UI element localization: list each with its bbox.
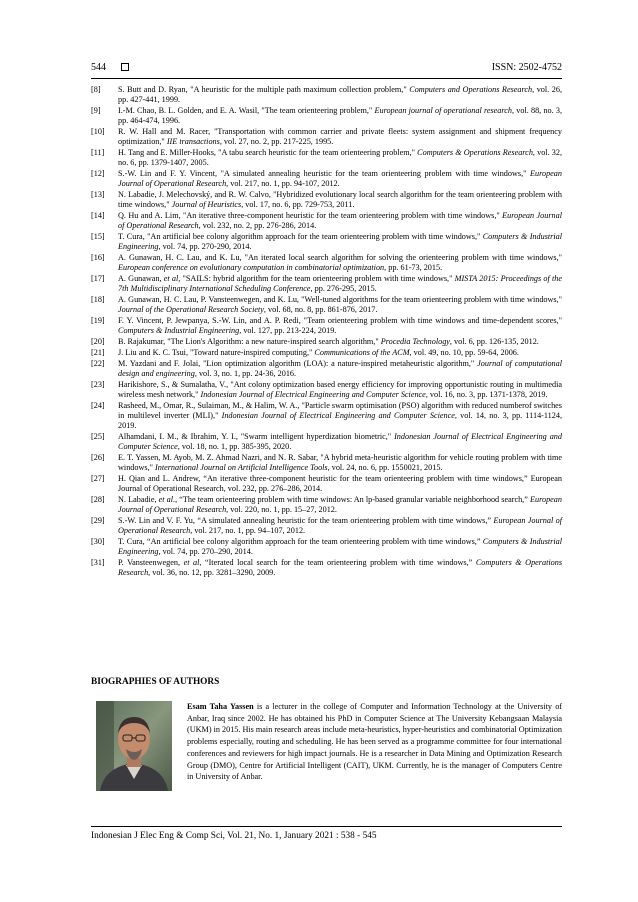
- reference-source: Computers and Operations Research: [409, 85, 533, 94]
- reference-source: IIE transactions: [166, 137, 220, 147]
- reference-item: [91, 558, 562, 578]
- reference-number: [26]: [91, 452, 105, 462]
- reference-text: J. Liu and K. C. Tsui, "Toward nature-inspired computing,": [118, 347, 315, 357]
- reference-text: A. Gunawan, H. C. Lau, P. Vansteenwegen, and K. Lu, "Well-tuned algorithms for the team orienteering problem with time windows,": [118, 295, 562, 304]
- reference-number: [24]: [91, 400, 105, 410]
- square-outline-icon: [121, 63, 129, 71]
- page-number: 544: [91, 62, 106, 73]
- author-name: Esam Taha Yassen: [187, 702, 254, 711]
- reference-text: T. Cura, "An artificial bee colony algorithm approach for the team orienteering problem with time windows,": [118, 232, 483, 241]
- reference-text: Alhamdani, I. M., & Ibrahim, Y. I., "Swarm intelligent hyperdization biometric,": [118, 431, 395, 441]
- reference-text: A. Gunawan,: [118, 274, 164, 283]
- reference-item: [91, 169, 562, 189]
- reference-number: [15]: [91, 232, 105, 241]
- reference-text: N. Labadie, J. Melechovský, and R. W. Calvo, "Hybridized evolutionary local search algorithm for the team orienteering problem with time windows,": [118, 190, 562, 210]
- reference-source: International Journal on Artificial Intelligence Tools: [155, 463, 328, 472]
- reference-source: MISTA 2015: Proceedings of the 7th Multidisciplinary International Scheduling Conference: [118, 274, 562, 294]
- reference-source: Communications of the ACM: [314, 347, 410, 357]
- reference-item: [91, 127, 562, 147]
- reference-number: [19]: [91, 316, 105, 325]
- reference-source: Procedia Technology: [380, 337, 450, 346]
- reference-number: [21]: [91, 347, 105, 357]
- reference-text: S. Butt and D. Ryan, "A heuristic for the multiple path maximum collection problem,": [118, 85, 410, 94]
- reference-text: Rasheed, M., Omar, R., Sulaiman, M., & Halim, W. A., "Particle swarm optimisation (PSO) algorithm with reduced numberof switches in multilevel inverter (MLI),": [118, 400, 562, 420]
- reference-item: [91, 295, 562, 315]
- reference-number: [11]: [91, 148, 105, 157]
- author-portrait-icon: [96, 701, 172, 791]
- reference-number: [20]: [91, 337, 105, 346]
- reference-item: [91, 211, 562, 231]
- reference-item: [91, 474, 562, 494]
- reference-text: , vol. 74, pp. 270–290, 2014.: [158, 547, 253, 556]
- reference-text: , vol. 14, no. 3, pp. 1114-1124, 2019.: [118, 410, 563, 430]
- reference-source: European Journal of Operational Research: [118, 494, 562, 514]
- reference-source: et al: [158, 494, 174, 504]
- reference-item: [91, 348, 562, 358]
- reference-text: S.-W. Lin and F. Y. Vincent, "A simulated annealing heuristic for the team orienteering problem with time windows,": [118, 169, 530, 178]
- reference-text: , vol. 217, no. 1, pp. 94–107, 2012.: [190, 526, 306, 535]
- reference-text: , vol. 88, no. 3, pp. 464-474, 1996.: [118, 106, 563, 126]
- reference-number: [25]: [91, 431, 105, 441]
- reference-text: H. Tang and E. Miller-Hooks, "A tabu search heuristic for the team orienteering problem,": [118, 148, 418, 157]
- reference-source: Journal of computational design and engineering: [118, 358, 562, 378]
- reference-number: [10]: [91, 127, 105, 136]
- reference-text: M. Yazdani and F. Jolai, "Lion optimization algorithm (LOA): a nature-inspired metaheuristic algorithm,": [118, 358, 478, 368]
- reference-source: et al: [163, 274, 179, 283]
- reference-source: Indonesian Journal of Electrical Engineering and Computer Science: [221, 410, 455, 420]
- reference-item: [91, 401, 562, 432]
- reference-text: , vol. 6, pp. 126-135, 2012.: [449, 337, 539, 346]
- reference-item: [91, 495, 562, 515]
- reference-source: Indonesian Journal of Electrical Engineering and Computer Science: [118, 431, 562, 451]
- reference-source: European Journal of Operational Research: [118, 515, 562, 535]
- reference-item: [91, 106, 562, 126]
- page-header: [91, 60, 562, 76]
- reference-text: T. Cura, “An artificial bee colony algorithm approach for the team orienteering problem with time windows,”: [118, 536, 483, 546]
- reference-text: , vol. 32, no. 6, pp. 1379-1407, 2005.: [118, 148, 563, 168]
- reference-item: [91, 148, 562, 168]
- reference-text: , pp. 61-73, 2015.: [384, 263, 443, 273]
- reference-number: [14]: [91, 211, 105, 220]
- reference-item: [91, 316, 562, 336]
- reference-source: Indonesian Journal of Electrical Engineering and Computer Science: [200, 389, 426, 399]
- reference-text: , vol. 26, pp. 427-441, 1999.: [118, 85, 562, 105]
- reference-source: European journal of operational research: [374, 106, 513, 115]
- reference-source: European conference on evolutionary computation in combinatorial optimization: [118, 263, 385, 273]
- reference-item: [91, 516, 562, 536]
- reference-number: [30]: [91, 536, 105, 546]
- reference-text: Harikishore, S., & Sumalatha, V., "Ant colony optimization based energy efficiency for improving opportunistic routing in multimedia wireless mesh network,": [118, 379, 562, 399]
- footer-divider: [91, 826, 562, 827]
- reference-item: [91, 537, 562, 557]
- reference-text: , vol. 217, no. 1, pp. 94-107, 2012.: [226, 179, 340, 189]
- reference-text: , vol. 68, no. 8, pp. 861-876, 2017.: [263, 305, 378, 315]
- reference-text: Q. Hu and A. Lim, "An iterative three-component heuristic for the team orienteering problem with time windows,": [118, 211, 503, 220]
- reference-source: Computers & Industrial Engineering: [118, 536, 562, 556]
- reference-text: , "SAILS: hybrid algorithm for the team orienteering problem with time windows,": [178, 274, 455, 283]
- issn-label: ISSN: 2502-4752: [491, 62, 562, 73]
- reference-text: , vol. 3, no. 1, pp. 24-36, 2016.: [194, 368, 297, 378]
- reference-number: [13]: [91, 190, 105, 199]
- reference-number: [16]: [91, 253, 105, 262]
- reference-text: , vol. 220, no. 1, pp. 15–27, 2012.: [226, 505, 337, 514]
- reference-text: , vol. 36, no. 12, pp. 3281–3290, 2009.: [148, 568, 276, 577]
- header-divider: [91, 78, 562, 79]
- reference-item: [91, 453, 562, 473]
- reference-text: R. W. Hall and M. Racer, "Transportation with common carrier and private fleets: system assignment and shipment frequency optimization,": [118, 127, 562, 147]
- reference-number: [28]: [91, 494, 105, 504]
- reference-number: [17]: [91, 274, 105, 283]
- reference-text: , vol. 232, no. 2, pp. 276-286, 2014.: [198, 221, 317, 231]
- reference-text: B. Rajakumar, "The Lion's Algorithm: a new nature-inspired search algorithm,": [118, 337, 381, 346]
- reference-text: , vol. 24, no. 6, pp. 1550021, 2015.: [327, 463, 443, 472]
- reference-text: , “Iterated local search for the team orienteering problem with time windows,”: [199, 557, 476, 567]
- author-biography-text: is a lecturer in the college of Computer and Information Technology at the University of Anbar, Iraq since 2002. He has obtained his PhD in Computer Science at The University Kebangsaan Malaysia (UKM) in 2015. His main research areas include meta-heuristics, hyper-heuristics and combinatorial Optimization problems especially, routing and scheduling. He has been served as a programme committee for four international conferences and reviewers for high impact journals. He is a researcher in Data Mining and Optimization Research Group (DMO), Centre for Artificial Intelligent (CAIT), UKM. Currently, he is the manager of Computers Centre in University of Anbar.: [187, 702, 563, 782]
- reference-number: [9]: [91, 106, 101, 115]
- reference-item: [91, 359, 562, 379]
- biographies-heading: BIOGRAPHIES OF AUTHORS: [91, 677, 220, 687]
- reference-text: H. Qian and L. Andrew, “An iterative three-component heuristic for the team orienteering problem with time windows,” European Journal of Operational Research, vol. 232, pp. 276–286, 2014.: [118, 473, 562, 493]
- reference-text: P. Vansteenwegen,: [118, 557, 184, 567]
- reference-text: , pp. 276-295, 2015.: [310, 284, 377, 294]
- reference-source: Computers & Operations Research: [118, 557, 563, 577]
- reference-item: [91, 337, 562, 347]
- reference-source: Journal of the Operational Research Society: [118, 305, 264, 315]
- reference-text: , vol. 17, no. 6, pp. 729-753, 2011.: [241, 200, 355, 210]
- reference-text: E. T. Yassen, M. Ayob, M. Z. Ahmad Nazri, and N. R. Sabar, "A hybrid meta-heuristic algorithm for vehicle routing problem with time windows,": [118, 452, 562, 472]
- reference-source: Computers & Operations Research: [417, 148, 533, 157]
- reference-item: [91, 274, 562, 294]
- reference-number: [12]: [91, 169, 105, 178]
- reference-text: F. Y. Vincent, P. Jewpanya, S.-W. Lin, and A. P. Redi, "Team orienteering problem with time windows and time-dependent scores,": [118, 316, 562, 325]
- reference-number: [22]: [91, 358, 105, 368]
- reference-number: [27]: [91, 473, 105, 483]
- reference-item: [91, 253, 562, 273]
- reference-text: I.-M. Chao, B. L. Golden, and E. A. Wasil, "The team orienteering problem,": [118, 106, 375, 115]
- reference-text: S.-W. Lin and V. F. Yu, “A simulated annealing heuristic for the team orienteering problem with time windows,”: [118, 515, 494, 525]
- reference-text: , vol. 27, no. 2, pp. 217-225, 1995.: [219, 137, 334, 147]
- reference-text: , vol. 16, no. 3, pp. 1371-1378, 2019.: [425, 389, 548, 399]
- reference-number: [18]: [91, 295, 105, 304]
- reference-source: Computers & Industrial Engineering: [118, 326, 240, 336]
- reference-text: A. Gunawan, H. C. Lau, and K. Lu, "An iterated local search algorithm for solving the orienteering problem with time windows,": [118, 253, 562, 262]
- reference-text: N. Labadie,: [118, 494, 159, 504]
- reference-number: [31]: [91, 557, 105, 567]
- reference-number: [29]: [91, 515, 105, 525]
- reference-text: , vol. 49, no. 10, pp. 59-64, 2006.: [409, 347, 519, 357]
- reference-text: , vol. 127, pp. 213-224, 2019.: [239, 326, 337, 336]
- reference-text: ., “The team orienteering problem with time windows: An lp-based granular variable neighborhood search,”: [173, 494, 530, 504]
- reference-text: , vol. 74, pp. 270-290, 2014.: [158, 242, 252, 252]
- reference-text: , vol. 18, no. 1, pp. 385-395, 2020.: [177, 442, 292, 451]
- reference-source: Computers & Industrial Engineering: [118, 232, 562, 252]
- reference-source: et al: [183, 557, 200, 567]
- reference-list: [91, 85, 562, 579]
- reference-source: Journal of Heuristics: [171, 200, 242, 210]
- reference-item: [91, 380, 562, 400]
- reference-item: [91, 232, 562, 252]
- author-biography: [187, 701, 562, 783]
- reference-source: European Journal of Operational Research: [118, 211, 562, 231]
- reference-item: [91, 85, 562, 105]
- reference-item: [91, 432, 562, 452]
- reference-source: European Journal of Operational Research: [118, 169, 562, 189]
- page-footer: Indonesian J Elec Eng & Comp Sci, Vol. 21, No. 1, January 2021 : 538 - 545: [91, 831, 377, 841]
- reference-number: [23]: [91, 379, 105, 389]
- reference-item: [91, 190, 562, 210]
- reference-number: [8]: [91, 85, 101, 94]
